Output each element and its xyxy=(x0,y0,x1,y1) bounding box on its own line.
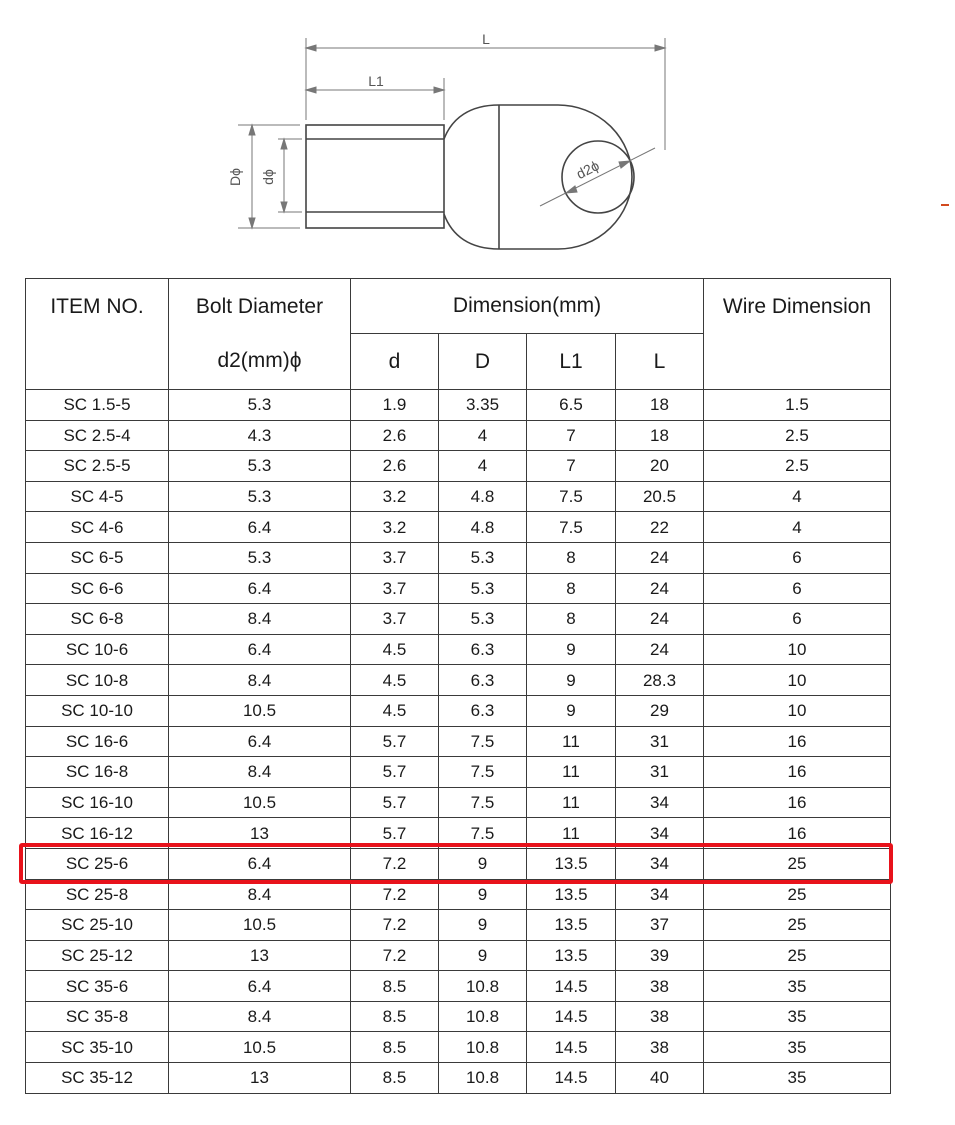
table-row xyxy=(26,390,891,421)
cell-item-no: SC 25-10 xyxy=(26,910,169,941)
cell-d: 3.7 xyxy=(351,604,439,635)
cell-d: 8.5 xyxy=(351,1063,439,1094)
cell-bolt-diameter: 10.5 xyxy=(169,787,351,818)
cell-L: 34 xyxy=(616,879,704,910)
cell-item-no: SC 16-12 xyxy=(26,818,169,849)
table-row xyxy=(26,1063,891,1094)
cell-d: 8.5 xyxy=(351,1032,439,1063)
cell-bolt-diameter: 6.4 xyxy=(169,726,351,757)
cell-D: 6.3 xyxy=(439,665,527,696)
cell-d: 4.5 xyxy=(351,695,439,726)
table-row xyxy=(26,757,891,788)
cell-d: 3.7 xyxy=(351,573,439,604)
cell-wire-dimension: 16 xyxy=(704,726,891,757)
cell-wire-dimension: 2.5 xyxy=(704,420,891,451)
table-row xyxy=(26,940,891,971)
cell-item-no: SC 2.5-5 xyxy=(26,451,169,482)
cell-d: 8.5 xyxy=(351,1001,439,1032)
cell-bolt-diameter: 5.3 xyxy=(169,481,351,512)
cell-wire-dimension: 16 xyxy=(704,818,891,849)
cell-wire-dimension: 4 xyxy=(704,481,891,512)
cell-bolt-diameter: 10.5 xyxy=(169,910,351,941)
cell-d: 3.2 xyxy=(351,512,439,543)
cell-item-no: SC 10-8 xyxy=(26,665,169,696)
cell-L1: 6.5 xyxy=(527,390,616,421)
table-row xyxy=(26,665,891,696)
cell-wire-dimension: 10 xyxy=(704,665,891,696)
cell-item-no: SC 6-6 xyxy=(26,573,169,604)
cell-wire-dimension: 35 xyxy=(704,1063,891,1094)
cell-L1: 13.5 xyxy=(527,879,616,910)
cell-D: 6.3 xyxy=(439,695,527,726)
table-row xyxy=(26,971,891,1002)
cell-L1: 9 xyxy=(527,665,616,696)
table-row xyxy=(26,787,891,818)
inner-diameter-label: dϕ xyxy=(260,169,276,185)
cell-L: 24 xyxy=(616,634,704,665)
bolt-hole-label: d2ϕ xyxy=(573,157,602,182)
cell-L1: 8 xyxy=(527,604,616,635)
cell-item-no: SC 4-5 xyxy=(26,481,169,512)
cell-D: 5.3 xyxy=(439,604,527,635)
cell-L1: 13.5 xyxy=(527,910,616,941)
cell-D: 9 xyxy=(439,940,527,971)
cell-L: 38 xyxy=(616,1001,704,1032)
cell-item-no: SC 2.5-4 xyxy=(26,420,169,451)
cell-d: 7.2 xyxy=(351,879,439,910)
cell-wire-dimension: 16 xyxy=(704,787,891,818)
cell-L1: 11 xyxy=(527,818,616,849)
cell-item-no: SC 16-8 xyxy=(26,757,169,788)
cell-d: 4.5 xyxy=(351,665,439,696)
cell-wire-dimension: 4 xyxy=(704,512,891,543)
cell-bolt-diameter: 4.3 xyxy=(169,420,351,451)
cell-bolt-diameter: 5.3 xyxy=(169,542,351,573)
header-dimension: Dimension(mm) xyxy=(351,279,704,334)
header-bolt-diameter-title: Bolt Diameter xyxy=(195,295,324,318)
table-row xyxy=(26,1001,891,1032)
cell-bolt-diameter: 13 xyxy=(169,818,351,849)
cell-bolt-diameter: 5.3 xyxy=(169,390,351,421)
cell-d: 1.9 xyxy=(351,390,439,421)
cell-bolt-diameter: 13 xyxy=(169,1063,351,1094)
cell-L: 24 xyxy=(616,604,704,635)
cell-item-no: SC 4-6 xyxy=(26,512,169,543)
cell-item-no: SC 6-8 xyxy=(26,604,169,635)
cell-L: 39 xyxy=(616,940,704,971)
cell-wire-dimension: 25 xyxy=(704,848,891,879)
edge-mark xyxy=(941,204,949,206)
cell-L1: 8 xyxy=(527,573,616,604)
cell-L: 40 xyxy=(616,1063,704,1094)
cell-d: 5.7 xyxy=(351,818,439,849)
cell-bolt-diameter: 8.4 xyxy=(169,757,351,788)
cell-item-no: SC 25-6 xyxy=(26,848,169,879)
cell-L: 20.5 xyxy=(616,481,704,512)
table-row xyxy=(26,573,891,604)
cell-L1: 7 xyxy=(527,420,616,451)
cell-D: 6.3 xyxy=(439,634,527,665)
cell-L: 24 xyxy=(616,573,704,604)
header-bolt-diameter xyxy=(169,279,351,390)
cell-D: 9 xyxy=(439,848,527,879)
cell-L: 31 xyxy=(616,757,704,788)
cell-D: 7.5 xyxy=(439,787,527,818)
cell-bolt-diameter: 8.4 xyxy=(169,665,351,696)
header-L: L xyxy=(616,334,704,390)
cell-bolt-diameter: 6.4 xyxy=(169,848,351,879)
cell-d: 3.2 xyxy=(351,481,439,512)
cell-wire-dimension: 2.5 xyxy=(704,451,891,482)
cell-item-no: SC 16-10 xyxy=(26,787,169,818)
cell-L: 34 xyxy=(616,787,704,818)
header-item-no: ITEM NO. xyxy=(26,279,169,390)
cell-L1: 7.5 xyxy=(527,512,616,543)
table-row xyxy=(26,695,891,726)
cell-d: 7.2 xyxy=(351,848,439,879)
table-row xyxy=(26,634,891,665)
cell-L1: 14.5 xyxy=(527,971,616,1002)
cell-D: 7.5 xyxy=(439,818,527,849)
table-row xyxy=(26,512,891,543)
cell-wire-dimension: 25 xyxy=(704,879,891,910)
cell-L: 38 xyxy=(616,1032,704,1063)
ring-terminal-drawing xyxy=(0,0,955,270)
cell-L1: 14.5 xyxy=(527,1063,616,1094)
cell-L: 34 xyxy=(616,848,704,879)
cell-L: 24 xyxy=(616,542,704,573)
cell-L1: 14.5 xyxy=(527,1001,616,1032)
cell-wire-dimension: 25 xyxy=(704,940,891,971)
cell-L: 37 xyxy=(616,910,704,941)
cell-item-no: SC 1.5-5 xyxy=(26,390,169,421)
cell-D: 10.8 xyxy=(439,1063,527,1094)
cell-L1: 7.5 xyxy=(527,481,616,512)
cell-L1: 7 xyxy=(527,451,616,482)
cell-wire-dimension: 35 xyxy=(704,971,891,1002)
table-row xyxy=(26,604,891,635)
outer-diameter-label: Dϕ xyxy=(227,168,243,186)
cell-L1: 9 xyxy=(527,634,616,665)
cell-L1: 8 xyxy=(527,542,616,573)
cell-L1: 11 xyxy=(527,726,616,757)
cell-bolt-diameter: 6.4 xyxy=(169,573,351,604)
cell-d: 5.7 xyxy=(351,726,439,757)
cell-d: 7.2 xyxy=(351,940,439,971)
cell-d: 5.7 xyxy=(351,757,439,788)
cell-bolt-diameter: 6.4 xyxy=(169,634,351,665)
cell-L1: 13.5 xyxy=(527,940,616,971)
table-row xyxy=(26,451,891,482)
highlight-box-sc-25-6 xyxy=(19,843,893,884)
table-row xyxy=(26,726,891,757)
cell-D: 4.8 xyxy=(439,481,527,512)
cell-D: 10.8 xyxy=(439,1001,527,1032)
cell-bolt-diameter: 6.4 xyxy=(169,512,351,543)
cell-wire-dimension: 1.5 xyxy=(704,390,891,421)
cell-bolt-diameter: 8.4 xyxy=(169,604,351,635)
cell-D: 4 xyxy=(439,451,527,482)
cell-wire-dimension: 6 xyxy=(704,542,891,573)
cell-d: 2.6 xyxy=(351,451,439,482)
cell-item-no: SC 25-8 xyxy=(26,879,169,910)
cell-wire-dimension: 10 xyxy=(704,634,891,665)
table-row xyxy=(26,1032,891,1063)
cell-item-no: SC 35-6 xyxy=(26,971,169,1002)
cell-D: 4.8 xyxy=(439,512,527,543)
cell-d: 3.7 xyxy=(351,542,439,573)
cell-bolt-diameter: 13 xyxy=(169,940,351,971)
cell-L: 29 xyxy=(616,695,704,726)
cell-D: 5.3 xyxy=(439,542,527,573)
cell-bolt-diameter: 10.5 xyxy=(169,1032,351,1063)
cell-L: 31 xyxy=(616,726,704,757)
cell-bolt-diameter: 8.4 xyxy=(169,1001,351,1032)
cell-bolt-diameter: 6.4 xyxy=(169,971,351,1002)
cell-d: 7.2 xyxy=(351,910,439,941)
cell-D: 3.35 xyxy=(439,390,527,421)
cell-bolt-diameter: 8.4 xyxy=(169,879,351,910)
table-row xyxy=(26,910,891,941)
cell-L: 34 xyxy=(616,818,704,849)
cell-L: 22 xyxy=(616,512,704,543)
cell-L1: 14.5 xyxy=(527,1032,616,1063)
cell-bolt-diameter: 5.3 xyxy=(169,451,351,482)
header-bolt-diameter-unit: d2(mm)ϕ xyxy=(217,349,302,372)
header-D: D xyxy=(439,334,527,390)
cell-wire-dimension: 6 xyxy=(704,604,891,635)
cell-D: 9 xyxy=(439,879,527,910)
cell-d: 4.5 xyxy=(351,634,439,665)
cell-D: 9 xyxy=(439,910,527,941)
cell-L1: 13.5 xyxy=(527,848,616,879)
cell-L: 20 xyxy=(616,451,704,482)
cell-wire-dimension: 35 xyxy=(704,1032,891,1063)
cell-wire-dimension: 16 xyxy=(704,757,891,788)
cell-wire-dimension: 6 xyxy=(704,573,891,604)
table-body xyxy=(26,390,891,1094)
cell-item-no: SC 16-6 xyxy=(26,726,169,757)
cell-L: 38 xyxy=(616,971,704,1002)
cell-item-no: SC 35-12 xyxy=(26,1063,169,1094)
cell-item-no: SC 35-8 xyxy=(26,1001,169,1032)
header-L1: L1 xyxy=(527,334,616,390)
table-row xyxy=(26,481,891,512)
cell-item-no: SC 25-12 xyxy=(26,940,169,971)
cell-item-no: SC 10-6 xyxy=(26,634,169,665)
cell-L1: 11 xyxy=(527,787,616,818)
cell-d: 5.7 xyxy=(351,787,439,818)
table-row xyxy=(26,542,891,573)
header-d: d xyxy=(351,334,439,390)
cell-item-no: SC 10-10 xyxy=(26,695,169,726)
cell-L1: 9 xyxy=(527,695,616,726)
cell-D: 7.5 xyxy=(439,757,527,788)
cell-D: 7.5 xyxy=(439,726,527,757)
cell-item-no: SC 6-5 xyxy=(26,542,169,573)
table-row xyxy=(26,420,891,451)
cell-D: 10.8 xyxy=(439,971,527,1002)
header-wire-dimension: Wire Dimension xyxy=(704,279,891,390)
cell-D: 10.8 xyxy=(439,1032,527,1063)
cell-item-no: SC 35-10 xyxy=(26,1032,169,1063)
cell-D: 5.3 xyxy=(439,573,527,604)
cell-L1: 11 xyxy=(527,757,616,788)
cell-bolt-diameter: 10.5 xyxy=(169,695,351,726)
cell-D: 4 xyxy=(439,420,527,451)
cell-wire-dimension: 35 xyxy=(704,1001,891,1032)
terminal-spec-table xyxy=(25,278,891,1094)
cell-L: 28.3 xyxy=(616,665,704,696)
cell-d: 8.5 xyxy=(351,971,439,1002)
cell-L: 18 xyxy=(616,420,704,451)
cell-d: 2.6 xyxy=(351,420,439,451)
length-barrel-label: L1 xyxy=(368,73,384,89)
length-total-label: L xyxy=(482,31,490,47)
cell-L: 18 xyxy=(616,390,704,421)
cell-wire-dimension: 25 xyxy=(704,910,891,941)
cell-wire-dimension: 10 xyxy=(704,695,891,726)
